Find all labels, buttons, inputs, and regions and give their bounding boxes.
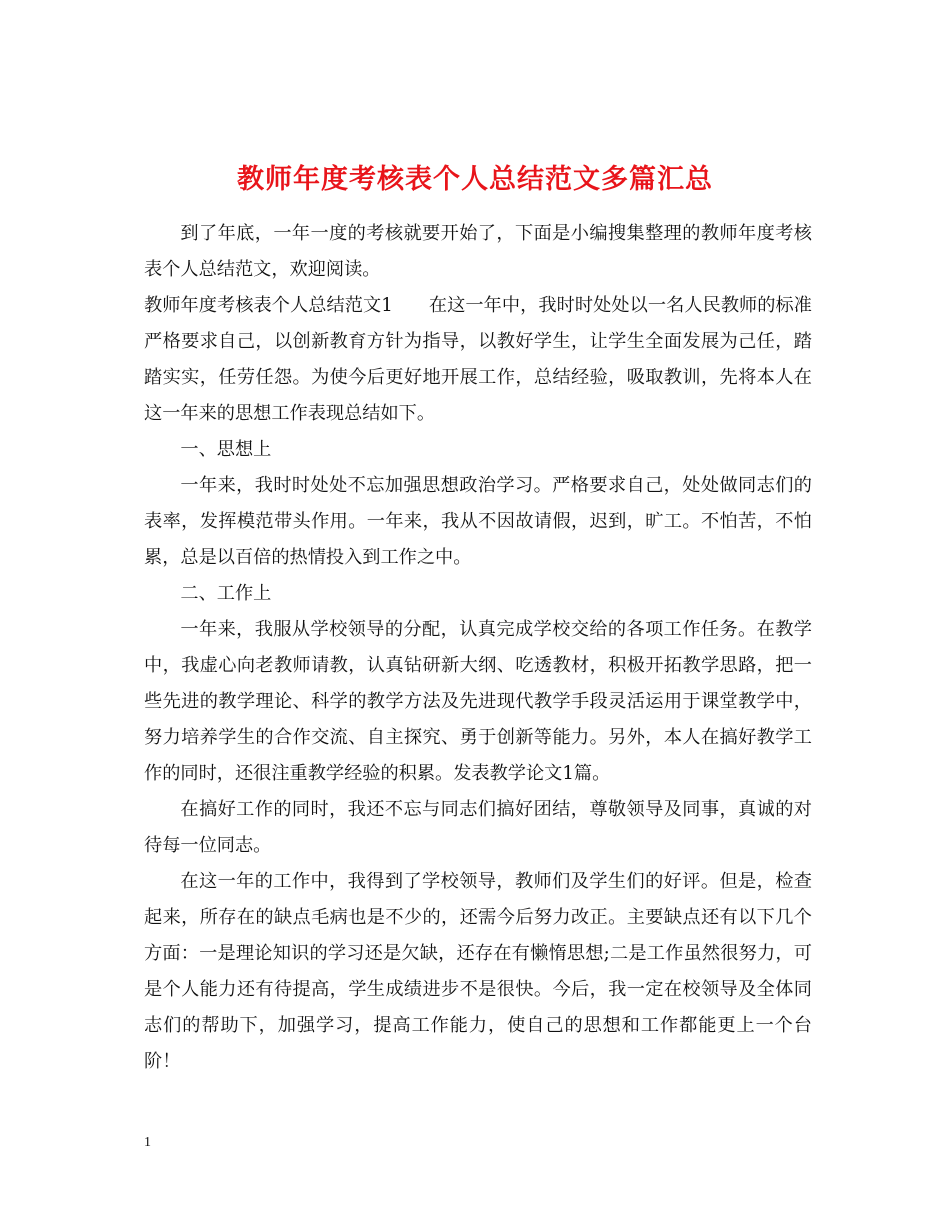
unity-paragraph: 在搞好工作的同时，我还不忘与同志们搞好团结，尊敬领导及同事，真诚的对待每一位同志。 [144,799,812,856]
intro-paragraph: 到了年底，一年一度的考核就要开始了，下面是小编搜集整理的教师年度考核表个人总结范文，欢迎阅读。 [144,223,812,280]
document-body [144,216,812,1080]
section-heading-work: 二、工作上 [180,583,272,604]
summary-paragraph: 在这一年的工作中，我得到了学校领导，教师们及学生们的好评。但是，检查起来，所存在的缺点毛病也是不少的，还需今后努力改正。主要缺点还有以下几个方面：一是理论知识的学习还是欠缺，还存在有懒惰思想;二是工作虽然很努力，可是个人能力还有待提高，学生成绩进步不是很快。今后，我一定在校领导及全体同志们的帮助下，加强学习，提高工作能力，使自己的思想和工作都能更上一个台阶！ [144,871,812,1072]
section-text-work: 一年来，我服从学校领导的分配，认真完成学校交给的各项工作任务。在教学中，我虚心向老教师请教，认真钻研新大纲、吃透教材，积极开拓教学思路，把一些先进的教学理论、科学的教学方法及先进现代教学手段灵活运用于课堂教学中，努力培养学生的合作交流、自主探究、勇于创新等能力。另外，本人在搞好教学工作的同时，还很注重教学经验的积累。发表教学论文1篇。 [144,619,812,784]
article-opening: 在这一年中，我时时处处以一名人民教师的标准严格要求自己，以创新教育方针为指导，以教好学生，让学生全面发展为己任，踏踏实实，任劳任怨。为使今后更好地开展工作，总结经验，吸取教训，先将本人在这一年来的思想工作表现总结如下。 [144,295,812,424]
section-text-thought: 一年来，我时时处处不忘加强思想政治学习。严格要求自己，处处做同志们的表率，发挥模范带头作用。一年来，我从不因故请假，迟到，旷工。不怕苦，不怕累，总是以百倍的热情投入到工作之中。 [144,475,812,568]
document-title: 教师年度考核表个人总结范文多篇汇总 [237,164,713,196]
section-heading-thought: 一、思想上 [180,439,272,460]
page-number: 1 [144,1135,151,1150]
article-first-paragraph [144,288,812,432]
article-heading: 教师年度考核表个人总结范文1 [144,295,393,316]
